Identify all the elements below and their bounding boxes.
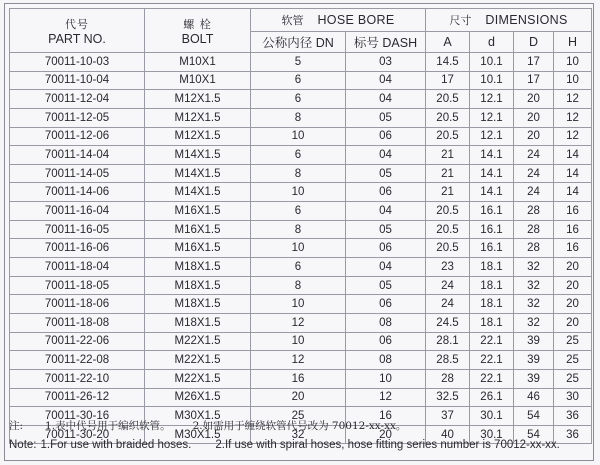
a-cell: 28.5: [426, 351, 470, 370]
a-cell: 32.5: [426, 388, 470, 407]
part-no-cell: 70011-14-05: [10, 164, 145, 183]
part-no-cell: 70011-18-05: [10, 276, 145, 295]
bolt-cell: M12X1.5: [145, 127, 251, 146]
bolt-cell: M22X1.5: [145, 369, 251, 388]
a-cell: 24.5: [426, 313, 470, 332]
d-small-cell: 12.1: [470, 90, 514, 109]
bolt-cell: M12X1.5: [145, 108, 251, 127]
bolt-cell: M10X1: [145, 53, 251, 72]
part-no-cell: 70011-16-04: [10, 202, 145, 221]
header-col-d: D: [514, 32, 554, 53]
table-row: [10, 369, 592, 388]
d-small-cell: 12.1: [470, 127, 514, 146]
h-cell: 25: [554, 351, 592, 370]
d-cell: 24: [514, 146, 554, 165]
d-cell: 28: [514, 239, 554, 258]
a-cell: 23: [426, 258, 470, 277]
d-cell: 54: [514, 425, 554, 444]
d-cell: 32: [514, 295, 554, 314]
a-cell: 24: [426, 276, 470, 295]
dash-cell: 08: [346, 313, 426, 332]
h-cell: 12: [554, 90, 592, 109]
note-en-1: 1.For use with braided hoses.: [40, 439, 192, 451]
a-cell: 37: [426, 407, 470, 426]
dn-cell: 6: [251, 258, 346, 277]
h-cell: 20: [554, 258, 592, 277]
bolt-cell: M10X1: [145, 71, 251, 90]
dash-cell: 04: [346, 202, 426, 221]
dn-cell: 25: [251, 407, 346, 426]
a-cell: 21: [426, 183, 470, 202]
dash-cell: 04: [346, 146, 426, 165]
header-part-no: 代号 PART NO.: [10, 9, 145, 53]
part-no-cell: 70011-14-04: [10, 146, 145, 165]
note-zh-prefix: 注:: [9, 420, 24, 432]
note-zh-2: 2.如需用于缠绕软管代号改为 70012-xx-xx。: [192, 420, 407, 432]
h-cell: 36: [554, 407, 592, 426]
d-small-cell: 14.1: [470, 146, 514, 165]
d-cell: 46: [514, 388, 554, 407]
h-cell: 30: [554, 388, 592, 407]
h-cell: 16: [554, 220, 592, 239]
h-cell: 10: [554, 71, 592, 90]
table-row: [10, 146, 592, 165]
h-cell: 16: [554, 202, 592, 221]
table-row: [10, 183, 592, 202]
d-small-cell: 12.1: [470, 108, 514, 127]
a-cell: 24: [426, 295, 470, 314]
part-no-cell: 70011-10-03: [10, 53, 145, 72]
bolt-cell: M14X1.5: [145, 146, 251, 165]
d-cell: 20: [514, 108, 554, 127]
dn-cell: 6: [251, 90, 346, 109]
a-cell: 28: [426, 369, 470, 388]
header-col-h: H: [554, 32, 592, 53]
d-cell: 39: [514, 332, 554, 351]
dash-cell: 06: [346, 183, 426, 202]
dn-cell: 8: [251, 108, 346, 127]
bolt-cell: M30X1.5: [145, 425, 251, 444]
header-dash: 标号 DASH: [346, 32, 426, 53]
dn-cell: 6: [251, 146, 346, 165]
d-small-cell: 22.1: [470, 369, 514, 388]
dash-cell: 04: [346, 258, 426, 277]
h-cell: 12: [554, 127, 592, 146]
table-row: [10, 164, 592, 183]
table-row: [10, 220, 592, 239]
dn-cell: 10: [251, 127, 346, 146]
d-cell: 17: [514, 71, 554, 90]
d-cell: 39: [514, 369, 554, 388]
note-en-2: 2.If use with spiral hoses, hose fitting series number is 70012-xx-xx.: [215, 439, 560, 451]
part-no-cell: 70011-30-20: [10, 425, 145, 444]
bolt-cell: M18X1.5: [145, 258, 251, 277]
dn-cell: 8: [251, 164, 346, 183]
dash-cell: 04: [346, 71, 426, 90]
dash-cell: 10: [346, 369, 426, 388]
d-small-cell: 10.1: [470, 53, 514, 72]
d-cell: 20: [514, 127, 554, 146]
table-row: [10, 351, 592, 370]
header-col-a: A: [426, 32, 470, 53]
h-cell: 16: [554, 239, 592, 258]
bolt-cell: M18X1.5: [145, 313, 251, 332]
dash-cell: 20: [346, 425, 426, 444]
dash-cell: 03: [346, 53, 426, 72]
dn-cell: 16: [251, 369, 346, 388]
table-row: [10, 388, 592, 407]
d-cell: 32: [514, 276, 554, 295]
h-cell: 12: [554, 108, 592, 127]
table-row: [10, 313, 592, 332]
part-no-cell: 70011-12-06: [10, 127, 145, 146]
h-cell: 14: [554, 146, 592, 165]
dn-cell: 10: [251, 239, 346, 258]
a-cell: 20.5: [426, 127, 470, 146]
h-cell: 20: [554, 276, 592, 295]
table-row: [10, 202, 592, 221]
table-body: [10, 53, 592, 444]
d-small-cell: 18.1: [470, 313, 514, 332]
table-row: [10, 108, 592, 127]
d-small-cell: 16.1: [470, 220, 514, 239]
spec-sheet: [4, 3, 594, 461]
dash-cell: 05: [346, 220, 426, 239]
d-small-cell: 30.1: [470, 425, 514, 444]
a-cell: 20.5: [426, 202, 470, 221]
d-small-cell: 16.1: [470, 239, 514, 258]
a-cell: 20.5: [426, 108, 470, 127]
a-cell: 21: [426, 146, 470, 165]
d-small-cell: 22.1: [470, 332, 514, 351]
h-cell: 14: [554, 183, 592, 202]
d-small-cell: 14.1: [470, 183, 514, 202]
part-no-cell: 70011-16-05: [10, 220, 145, 239]
part-no-cell: 70011-18-04: [10, 258, 145, 277]
part-no-cell: 70011-30-16: [10, 407, 145, 426]
part-no-cell: 70011-12-05: [10, 108, 145, 127]
d-cell: 24: [514, 183, 554, 202]
dash-cell: 06: [346, 332, 426, 351]
a-cell: 20.5: [426, 90, 470, 109]
dn-cell: 6: [251, 71, 346, 90]
part-no-cell: 70011-22-08: [10, 351, 145, 370]
part-no-cell: 70011-22-10: [10, 369, 145, 388]
dash-cell: 12: [346, 388, 426, 407]
header-col-d-small: d: [470, 32, 514, 53]
d-cell: 54: [514, 407, 554, 426]
d-cell: 32: [514, 313, 554, 332]
dash-cell: 06: [346, 239, 426, 258]
h-cell: 25: [554, 332, 592, 351]
dash-cell: 06: [346, 295, 426, 314]
a-cell: 20.5: [426, 239, 470, 258]
bolt-cell: M16X1.5: [145, 239, 251, 258]
bolt-cell: M18X1.5: [145, 276, 251, 295]
a-cell: 21: [426, 164, 470, 183]
table-row: [10, 276, 592, 295]
bolt-cell: M30X1.5: [145, 407, 251, 426]
dn-cell: 5: [251, 53, 346, 72]
dn-cell: 10: [251, 295, 346, 314]
part-no-cell: 70011-26-12: [10, 388, 145, 407]
d-cell: 28: [514, 220, 554, 239]
table-row: [10, 90, 592, 109]
bolt-cell: M26X1.5: [145, 388, 251, 407]
d-small-cell: 30.1: [470, 407, 514, 426]
h-cell: 14: [554, 164, 592, 183]
table-row: [10, 71, 592, 90]
dash-cell: 05: [346, 164, 426, 183]
bolt-cell: M14X1.5: [145, 164, 251, 183]
h-cell: 25: [554, 369, 592, 388]
a-cell: 17: [426, 71, 470, 90]
d-small-cell: 18.1: [470, 295, 514, 314]
a-cell: 40: [426, 425, 470, 444]
dash-cell: 05: [346, 108, 426, 127]
h-cell: 20: [554, 313, 592, 332]
dn-cell: 6: [251, 202, 346, 221]
dash-cell: 06: [346, 127, 426, 146]
a-cell: 14.5: [426, 53, 470, 72]
d-small-cell: 18.1: [470, 258, 514, 277]
h-cell: 20: [554, 295, 592, 314]
dn-cell: 12: [251, 313, 346, 332]
bolt-cell: M22X1.5: [145, 351, 251, 370]
dash-cell: 08: [346, 351, 426, 370]
d-cell: 32: [514, 258, 554, 277]
bolt-cell: M22X1.5: [145, 332, 251, 351]
bolt-cell: M18X1.5: [145, 295, 251, 314]
d-cell: 39: [514, 351, 554, 370]
part-no-cell: 70011-18-08: [10, 313, 145, 332]
dn-cell: 32: [251, 425, 346, 444]
d-cell: 28: [514, 202, 554, 221]
dimensions-table: [9, 8, 592, 444]
dn-cell: 12: [251, 351, 346, 370]
part-no-cell: 70011-14-06: [10, 183, 145, 202]
dn-cell: 10: [251, 332, 346, 351]
d-cell: 24: [514, 164, 554, 183]
note-en-prefix: Note:: [9, 439, 37, 451]
table-row: [10, 239, 592, 258]
d-small-cell: 18.1: [470, 276, 514, 295]
bolt-cell: M12X1.5: [145, 90, 251, 109]
a-cell: 28.1: [426, 332, 470, 351]
table-row: [10, 332, 592, 351]
dash-cell: 04: [346, 90, 426, 109]
part-no-cell: 70011-12-04: [10, 90, 145, 109]
part-no-cell: 70011-16-06: [10, 239, 145, 258]
part-no-cell: 70011-10-04: [10, 71, 145, 90]
d-small-cell: 16.1: [470, 202, 514, 221]
notes-en: [9, 436, 591, 455]
a-cell: 20.5: [426, 220, 470, 239]
dash-cell: 05: [346, 276, 426, 295]
dn-cell: 8: [251, 220, 346, 239]
header-dn: 公称内径 DN: [251, 32, 346, 53]
d-small-cell: 14.1: [470, 164, 514, 183]
h-cell: 10: [554, 53, 592, 72]
h-cell: 36: [554, 425, 592, 444]
bolt-cell: M16X1.5: [145, 220, 251, 239]
dash-cell: 16: [346, 407, 426, 426]
dn-cell: 8: [251, 276, 346, 295]
d-cell: 20: [514, 90, 554, 109]
bolt-cell: M14X1.5: [145, 183, 251, 202]
dn-cell: 20: [251, 388, 346, 407]
note-zh-1: 1.表中代号用于编织软管。: [45, 420, 171, 432]
table-row: [10, 295, 592, 314]
d-small-cell: 10.1: [470, 71, 514, 90]
dn-cell: 10: [251, 183, 346, 202]
header-bolt: 螺 栓 BOLT: [145, 9, 251, 53]
d-small-cell: 26.1: [470, 388, 514, 407]
table-row: [10, 127, 592, 146]
part-no-cell: 70011-22-06: [10, 332, 145, 351]
notes: [9, 417, 591, 455]
header-hose-bore: 软管 HOSE BORE: [251, 9, 426, 32]
part-no-cell: 70011-18-06: [10, 295, 145, 314]
table-row: [10, 53, 592, 72]
d-cell: 17: [514, 53, 554, 72]
table-row: [10, 258, 592, 277]
header-dimensions: 尺寸 DIMENSIONS: [426, 9, 592, 32]
bolt-cell: M16X1.5: [145, 202, 251, 221]
d-small-cell: 22.1: [470, 351, 514, 370]
notes-zh: [9, 417, 591, 436]
